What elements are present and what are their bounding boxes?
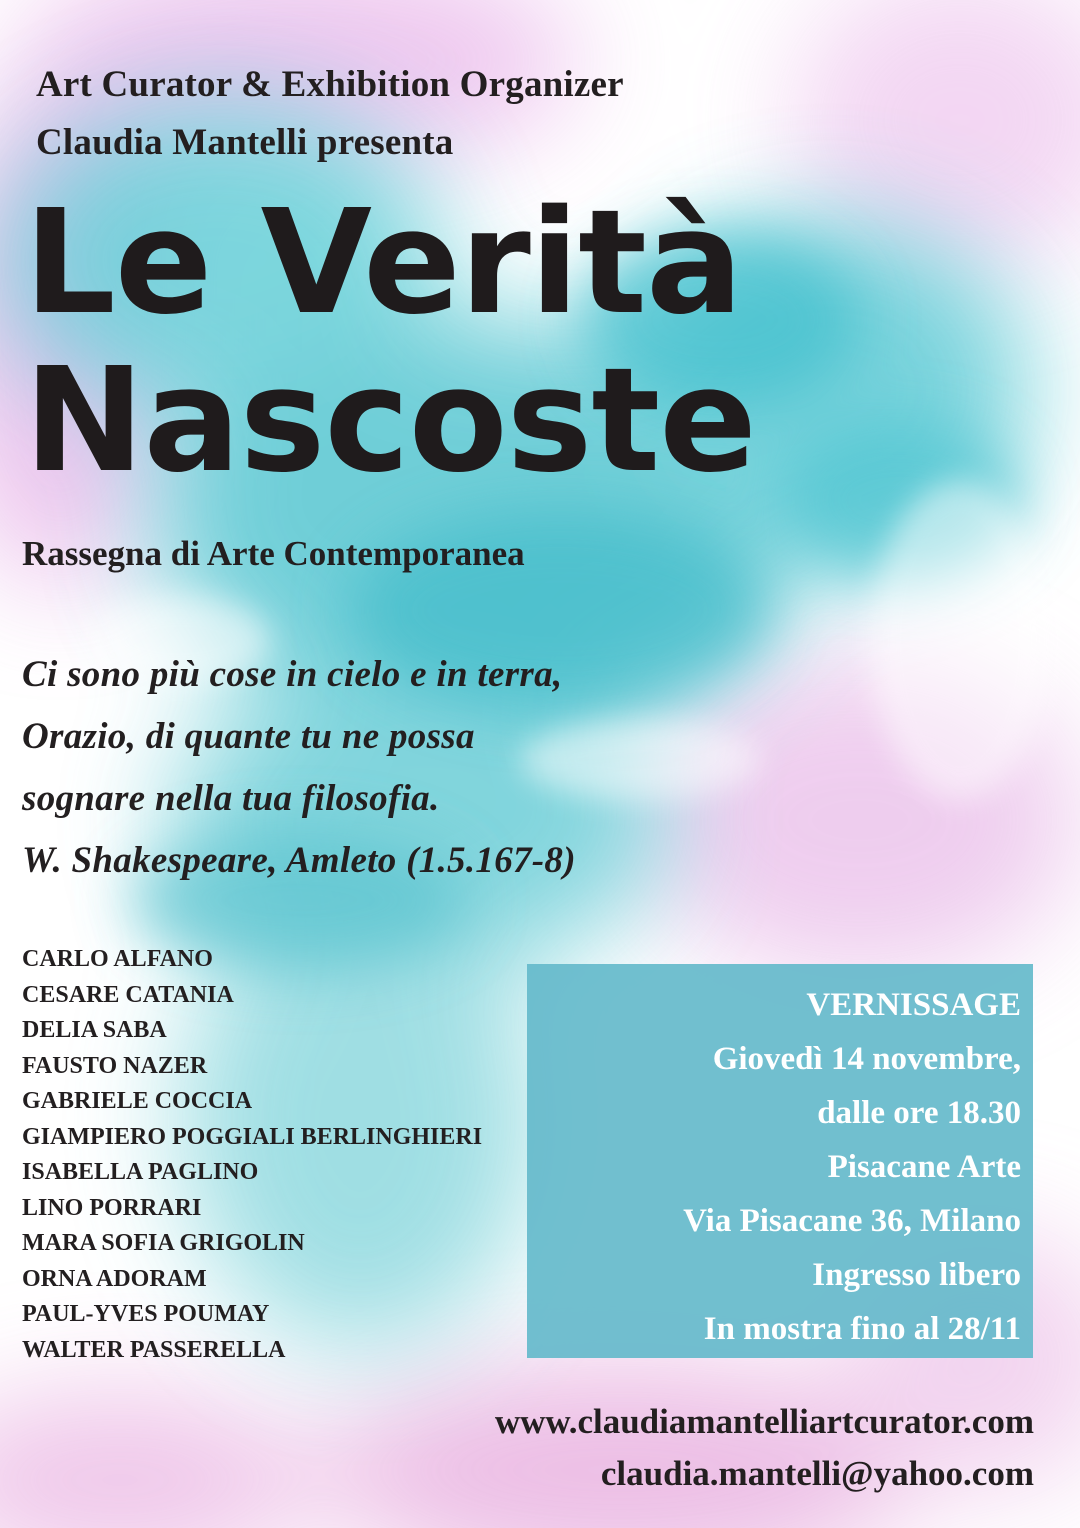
- artist-name: GIAMPIERO POGGIALI BERLINGHIERI: [22, 1123, 483, 1150]
- quote-line: sognare nella tua filosofia.: [22, 778, 440, 819]
- artist-name: MARA SOFIA GRIGOLIN: [22, 1230, 305, 1256]
- artist-name: FAUSTO NAZER: [22, 1052, 208, 1079]
- exhibition-title: [24, 178, 1064, 504]
- artist-name: LINO PORRARI: [22, 1194, 202, 1221]
- artist-name: ORNA ADORAM: [22, 1265, 207, 1292]
- venue-name: Pisacane Arte: [827, 1149, 1021, 1185]
- artist-name: CESARE CATANIA: [22, 981, 234, 1008]
- quote-line: Ci sono più cose in cielo e in terra,: [22, 654, 563, 695]
- title-line-2: Nascoste: [24, 336, 756, 504]
- website-link[interactable]: www.claudiamantelliartcurator.com: [494, 1402, 1034, 1441]
- exhibition-subtitle: Rassegna di Arte Contemporanea: [22, 534, 525, 573]
- email-link[interactable]: claudia.mantelli@yahoo.com: [600, 1454, 1034, 1493]
- vernissage-time: dalle ore 18.30: [817, 1095, 1021, 1131]
- quote-attribution: W. Shakespeare, Amleto (1.5.167-8): [22, 840, 576, 881]
- contacts-block: [495, 1396, 1034, 1500]
- title-line-1: Le Verità: [24, 178, 743, 346]
- entry-info: Ingresso libero: [812, 1257, 1021, 1293]
- artist-name: PAUL-YVES POUMAY: [22, 1301, 270, 1327]
- vernissage-date: Giovedì 14 novembre,: [712, 1041, 1021, 1077]
- exhibition-end-date: In mostra fino al 28/11: [703, 1311, 1021, 1347]
- quote-line: Orazio, di quante tu ne possa: [22, 716, 475, 757]
- artist-name: WALTER PASSERELLA: [22, 1336, 286, 1363]
- venue-address: Via Pisacane 36, Milano: [683, 1203, 1021, 1239]
- curator-role: Art Curator & Exhibition Organizer: [36, 64, 624, 105]
- artist-name: GABRIELE COCCIA: [22, 1088, 253, 1114]
- artists-list: [22, 942, 482, 1368]
- presenter-block: [36, 56, 624, 172]
- vernissage-info-box: [527, 964, 1033, 1358]
- artist-name: CARLO ALFANO: [22, 946, 213, 972]
- artist-name: DELIA SABA: [22, 1017, 167, 1043]
- vernissage-heading: VERNISSAGE: [806, 987, 1021, 1023]
- shakespeare-quote: [22, 644, 576, 892]
- artist-name: ISABELLA PAGLINO: [22, 1159, 259, 1185]
- presenter-line: Claudia Mantelli presenta: [36, 122, 454, 163]
